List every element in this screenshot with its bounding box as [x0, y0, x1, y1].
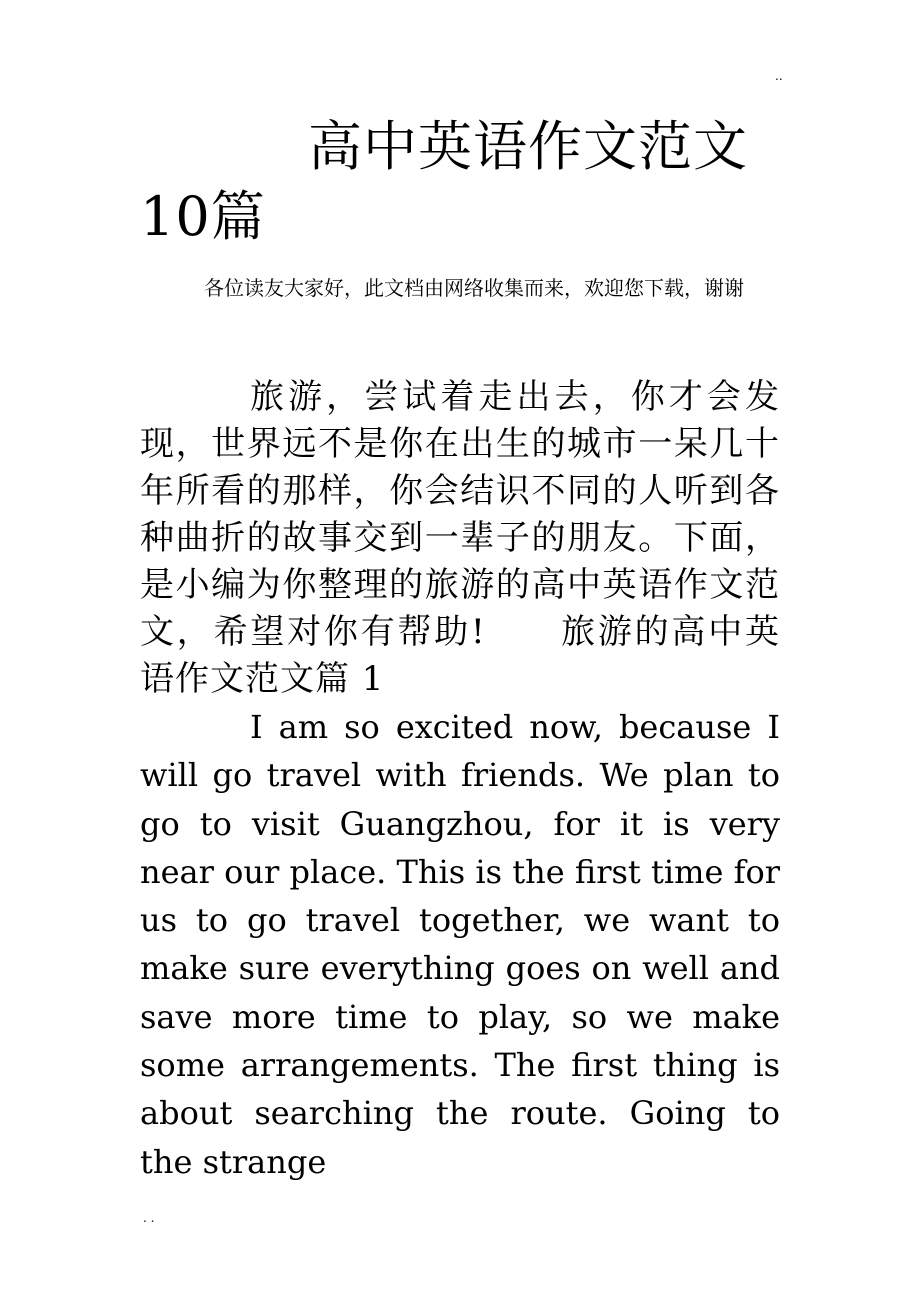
- intro-text: 各位读友大家好，此文档由网络收集而来，欢迎您下载，谢谢: [204, 276, 744, 300]
- document-content: [140, 112, 780, 1186]
- footer-mark: . .: [143, 1211, 155, 1225]
- paragraph-english: I am so excited now, because I will go travel with friends. We plan to go to visit Guangzhou, for it is very near our place. This is the first time for us to go travel together, we want to make sure everything goes on well and save more time to play, so we make some arrangements. The first thing is about searching the route. Going to the strange: [140, 708, 780, 1181]
- header-mark: ..: [775, 69, 783, 83]
- document-title: 高中英语作文范文10篇: [140, 115, 748, 248]
- paragraph-chinese: 旅游，尝试着走出去，你才会发现，世界远不是你在出生的城市一呆几十年所看的那样，你会结识不同的人听到各种曲折的故事交到一辈子的朋友。下面，是小编为你整理的旅游的高中英语作文范文，希望对你有帮助! 旅游的高中英语作文范文篇 1: [140, 377, 780, 699]
